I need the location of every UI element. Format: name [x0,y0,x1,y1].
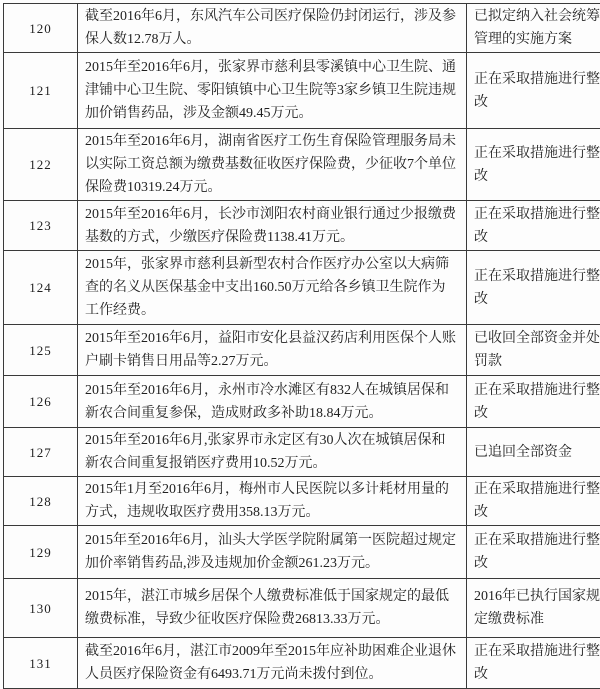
row-number-cell: 120 [4,4,78,53]
row-number-cell: 128 [4,477,78,526]
table-row [4,428,600,477]
table-row [4,4,600,53]
row-status-cell: 正在采取措施进行整改 [467,53,600,129]
table-row [4,376,600,428]
row-description-cell: 2015年至2016年6月，湖南省医疗工伤生育保险管理服务局未以实际工资总额为缴费基数征收医疗保险费，少征收7个单位保险费10319.24万元。 [78,129,467,201]
row-number-cell: 122 [4,129,78,201]
table-row [4,129,600,201]
row-description-cell: 截至2016年6月，湛江市2009年至2015年应补助困难企业退休人员医疗保险资金有6493.71万元尚未拨付到位。 [78,638,467,689]
row-number-cell: 126 [4,376,78,428]
row-description-cell: 2015年至2016年6月，汕头大学医学院附属第一医院超过规定加价率销售药品,涉及违规加价金额261.23万元。 [78,526,467,579]
row-description-cell: 2015年至2016年6月，益阳市安化县益汉药店利用医保个人账户刷卡销售日用品等2.27万元。 [78,325,467,376]
row-status-cell: 正在采取措施进行整改 [467,251,600,325]
row-number-cell: 129 [4,526,78,579]
row-number-cell: 131 [4,638,78,689]
table-row [4,201,600,251]
row-status-cell: 已追回全部资金 [467,428,600,477]
row-number-cell: 130 [4,579,78,638]
row-status-cell: 正在采取措施进行整改 [467,129,600,201]
row-status-cell: 2016年已执行国家规定缴费标准 [467,579,600,638]
row-number-cell: 125 [4,325,78,376]
row-status-cell: 正在采取措施进行整改 [467,526,600,579]
table-row [4,579,600,638]
row-description-cell: 2015年，湛江市城乡居保个人缴费标准低于国家规定的最低缴费标准，导致少征收医疗保险费26813.33万元。 [78,579,467,638]
audit-findings-table [3,3,600,689]
table-row [4,526,600,579]
row-description-cell: 2015年，张家界市慈利县新型农村合作医疗办公室以大病筛查的名义从医保基金中支出160.50万元给各乡镇卫生院作为工作经费。 [78,251,467,325]
table-row [4,53,600,129]
row-description-cell: 截至2016年6月，东风汽车公司医疗保险仍封闭运行，涉及参保人数12.78万人。 [78,4,467,53]
row-description-cell: 2015年1月至2016年6月，梅州市人民医院以多计耗材用量的方式，违规收取医疗费用358.13万元。 [78,477,467,526]
row-number-cell: 127 [4,428,78,477]
table-row [4,638,600,689]
row-status-cell: 正在采取措施进行整改 [467,638,600,689]
row-description-cell: 2015年至2016年6月,张家界市永定区有30人次在城镇居保和新农合间重复报销医疗费用10.52万元。 [78,428,467,477]
row-status-cell: 正在采取措施进行整改 [467,201,600,251]
table-row [4,477,600,526]
table-row [4,251,600,325]
row-description-cell: 2015年至2016年6月，长沙市浏阳农村商业银行通过少报缴费基数的方式，少缴医疗保险费1138.41万元。 [78,201,467,251]
audit-table-body [4,4,600,689]
row-description-cell: 2015年至2016年6月，张家界市慈利县零溪镇中心卫生院、通津铺中心卫生院、零阳镇镇中心卫生院等3家乡镇卫生院违规加价销售药品，涉及金额49.45万元。 [78,53,467,129]
table-row [4,325,600,376]
row-status-cell: 正在采取措施进行整改 [467,376,600,428]
row-status-cell: 正在采取措施进行整改 [467,477,600,526]
row-number-cell: 121 [4,53,78,129]
row-number-cell: 123 [4,201,78,251]
row-status-cell: 已收回全部资金并处罚款 [467,325,600,376]
row-number-cell: 124 [4,251,78,325]
row-description-cell: 2015年至2016年6月，永州市冷水滩区有832人在城镇居保和新农合间重复参保，造成财政多补助18.84万元。 [78,376,467,428]
row-status-cell: 已拟定纳入社会统筹管理的实施方案 [467,4,600,53]
